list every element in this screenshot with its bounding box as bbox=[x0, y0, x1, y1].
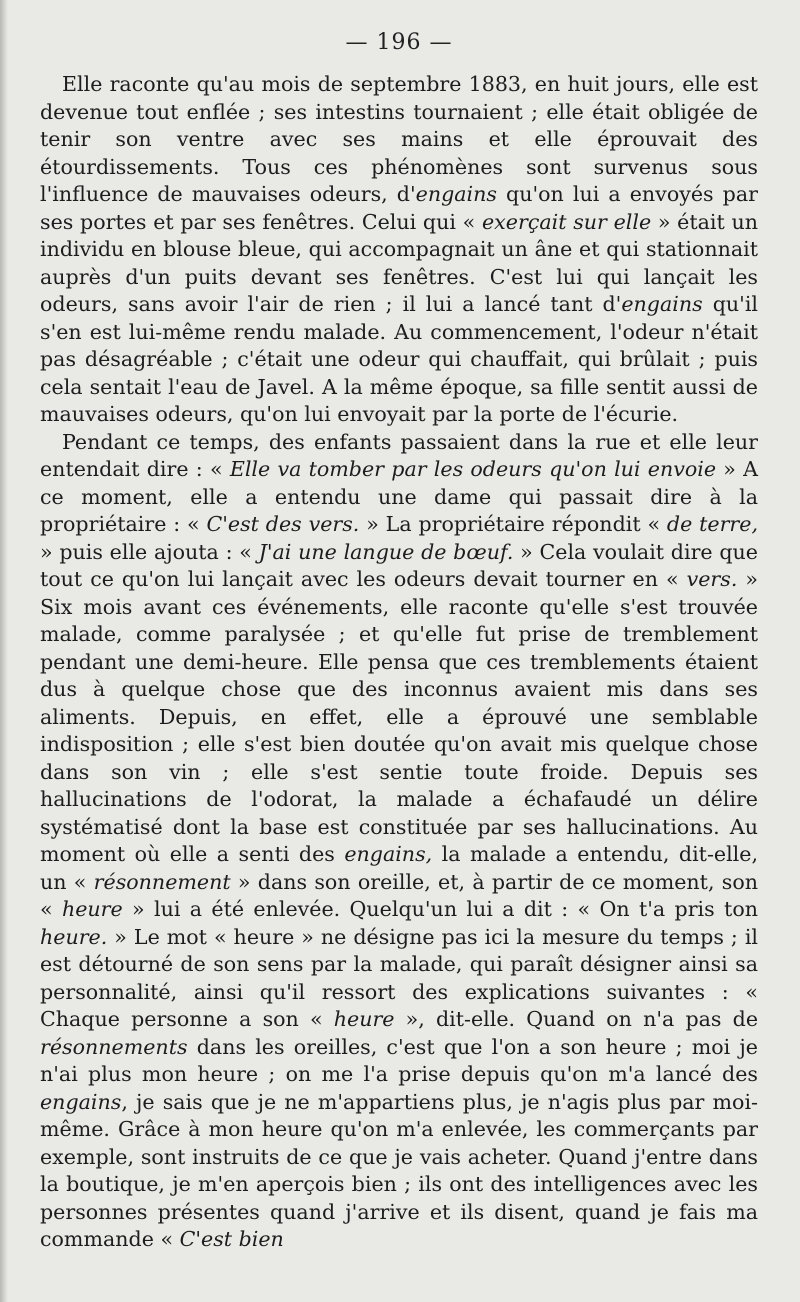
italic-run: exerçait sur elle bbox=[481, 209, 652, 234]
italic-run: heure. bbox=[40, 924, 108, 949]
italic-run: C'est bien bbox=[179, 1227, 284, 1251]
italic-run: heure bbox=[61, 897, 123, 921]
italic-run: Elle va tomber par les odeurs qu'on lui envoie bbox=[229, 457, 717, 481]
text-run: » A ce moment, elle a entendu une dame qui passait dire à la propriétaire : « bbox=[40, 457, 758, 536]
scan-edge bbox=[0, 0, 8, 1302]
italic-run: engains, bbox=[344, 842, 433, 866]
italic-run: vers. bbox=[686, 567, 738, 591]
text-run: » Six mois avant ces événements, elle raconte qu'elle s'est trouvée malade, comme paralysée ; et qu'elle fut prise de tremblement pendant une demi-heure. Elle pensa que ces tremblements étaient dus à quelque chose que des inconnus avaient mis dans ses aliments. Depuis, en effet, elle a éprouvé une semblable indisposition ; elle s'est bien doutée qu'on avait mis quelque chose dans son vin ; elle s'est sentie toute froide. Depuis ses hallucinations de l'odorat, la malade a échafaudé un délire systématisé dont la base est constituée par ses hallucinations. Au moment où elle a senti des bbox=[40, 567, 758, 866]
paragraph bbox=[40, 429, 758, 1254]
text-run: » Cela voulait dire que tout ce qu'on lui lançait avec les odeurs devait tourner en « bbox=[40, 539, 758, 591]
text-run: » était un individu en blouse bleue, qui accompagnait un âne et qui stationnait auprès d'un puits devant ses fenêtres. C'est lui qui lançait les odeurs, sans avoir l'air de rien ; il lui a lancé tant d' bbox=[40, 209, 759, 316]
text-run: », dit-elle. Quand on n'a pas de bbox=[394, 1007, 759, 1031]
italic-run: engains bbox=[415, 182, 497, 206]
italic-run: engains bbox=[621, 292, 703, 316]
text-run: Pendant ce temps, des enfants passaient dans la rue et elle leur entendait dire : « bbox=[40, 429, 758, 481]
italic-run: résonnements bbox=[40, 1034, 188, 1059]
text-run: » puis elle ajouta : « bbox=[40, 539, 259, 564]
text-run: la malade a entendu, dit-elle, un « bbox=[40, 842, 758, 894]
text-run: qu'il s'en est lui-même rendu malade. Au commencement, l'odeur n'était pas désagréable ; c'était une odeur qui chauffait, qui brûlait ; puis cela sentait l'eau de Javel. A la même époque, sa fille sentit aussi de mauvaises odeurs, qu'on lui envoyait par la porte de l'écurie. bbox=[40, 292, 758, 426]
text-run: Elle raconte qu'au mois de septembre 1883, en huit jours, elle est devenue tout enflée ; ses intestins tournaient ; elle était obligée de tenir son ventre avec ses mains et elle éprouvait des étourdissements. Tous ces phénomènes sont survenus sous l'influence de mauvaises odeurs, d' bbox=[40, 72, 758, 206]
text-run: qu'on lui a envoyés par ses portes et par ses fenêtres. Celui qui « bbox=[40, 182, 758, 234]
body-text bbox=[40, 71, 758, 1254]
italic-run: C'est des vers. bbox=[206, 512, 360, 536]
text-run: » La propriétaire répondit « bbox=[359, 512, 667, 536]
text-run: » lui a été enlevée. Quelqu'un lui a dit : « On t'a pris ton bbox=[122, 897, 758, 921]
italic-run: engains bbox=[40, 1089, 122, 1114]
italic-run: J'ai une langue de bœuf. bbox=[258, 539, 514, 564]
italic-run: de terre, bbox=[666, 512, 759, 536]
text-run: » Le mot « heure » ne désigne pas ici la mesure du temps ; il est détourné de son sens par la malade, qui paraît désigner ainsi sa personnalité, ainsi qu'il ressort des explications suivantes : « Chaque personne a son « bbox=[40, 924, 758, 1031]
page-number: — 196 — bbox=[345, 30, 453, 55]
italic-run: résonnement bbox=[93, 869, 231, 894]
paragraph bbox=[40, 71, 758, 429]
text-run: , je sais que je ne m'appartiens plus, je n'agis plus par moi-même. Grâce à mon heure qu'on m'a enlevée, les commerçants par exemple, sont instruits de ce que je vais acheter. Quand j'entre dans la boutique, je m'en aperçois bien ; ils ont des intelligences avec les personnes présentes quand j'arrive et ils disent, quand je fais ma commande « bbox=[40, 1089, 758, 1251]
text-run: » dans son oreille, et, à partir de ce moment, son « bbox=[40, 869, 758, 921]
text-run: dans les oreilles, c'est que l'on a son heure ; moi je n'ai plus mon heure ; on me l'a prise depuis qu'on m'a lancé des bbox=[40, 1034, 758, 1086]
italic-run: heure bbox=[333, 1007, 395, 1031]
